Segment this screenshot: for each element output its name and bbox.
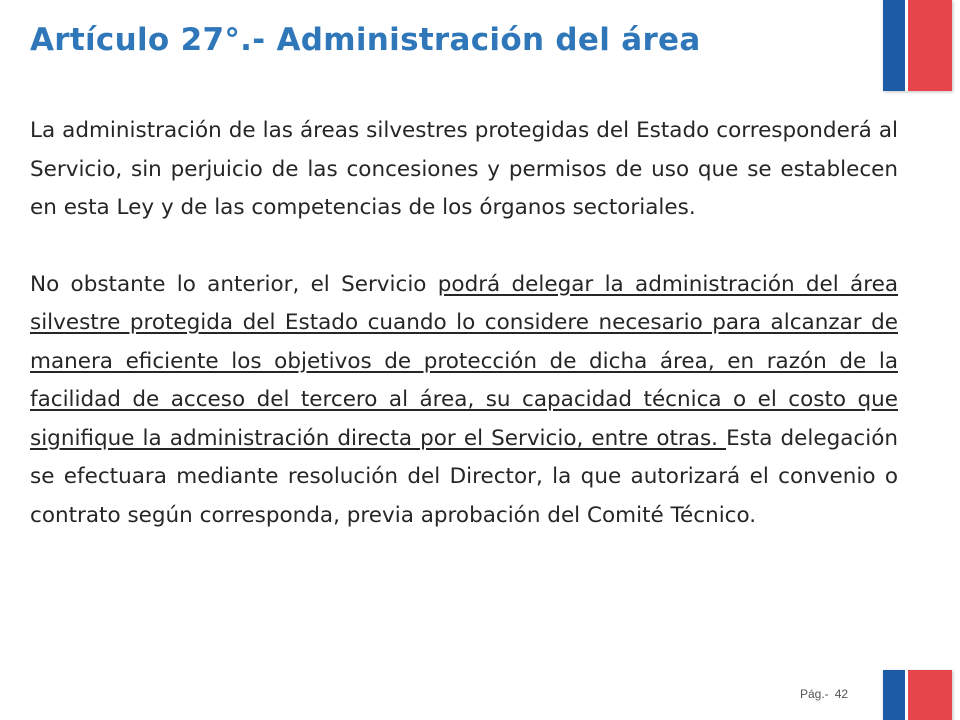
flag-red-stripe — [908, 0, 952, 91]
page-number-value: 42 — [834, 687, 849, 701]
paragraph-delegation-underlined: podrá delegar la administración del área silvestre protegida del Estado cuando lo considere necesario para alcanzar de manera eficiente los objetivos de protección de dicha área, en razón de la facilidad de acceso del tercero al área, su capacidad técnica o el costo que signifique la administración directa por el Servicio, entre otras. — [30, 271, 899, 451]
flag-blue-stripe — [883, 670, 905, 720]
paragraph-delegation — [30, 266, 898, 536]
flag-blue-stripe — [883, 0, 905, 91]
article-body — [30, 112, 898, 535]
chile-flag-bottom-decoration — [883, 670, 952, 720]
flag-red-stripe — [908, 670, 952, 720]
page-label: Pág.- — [800, 687, 829, 701]
slide-title: Artículo 27°.- Administración del área — [30, 22, 701, 58]
paragraph-administration: La administración de las áreas silvestres protegidas del Estado corresponderá al Servicio, sin perjuicio de las concesiones y permisos de uso que se establecen en esta Ley y de las competencias de los órganos sectoriales. — [30, 118, 898, 220]
page-number — [800, 687, 848, 701]
paragraph-delegation-lead: No obstante lo anterior, el Servicio — [30, 271, 438, 297]
chile-flag-top-decoration — [883, 0, 952, 91]
paragraph-delegation-tail: Esta delegación se efectuara mediante resolución del Director, la que autorizará el convenio o contrato según corresponda, previa aprobación del Comité Técnico. — [30, 425, 899, 528]
